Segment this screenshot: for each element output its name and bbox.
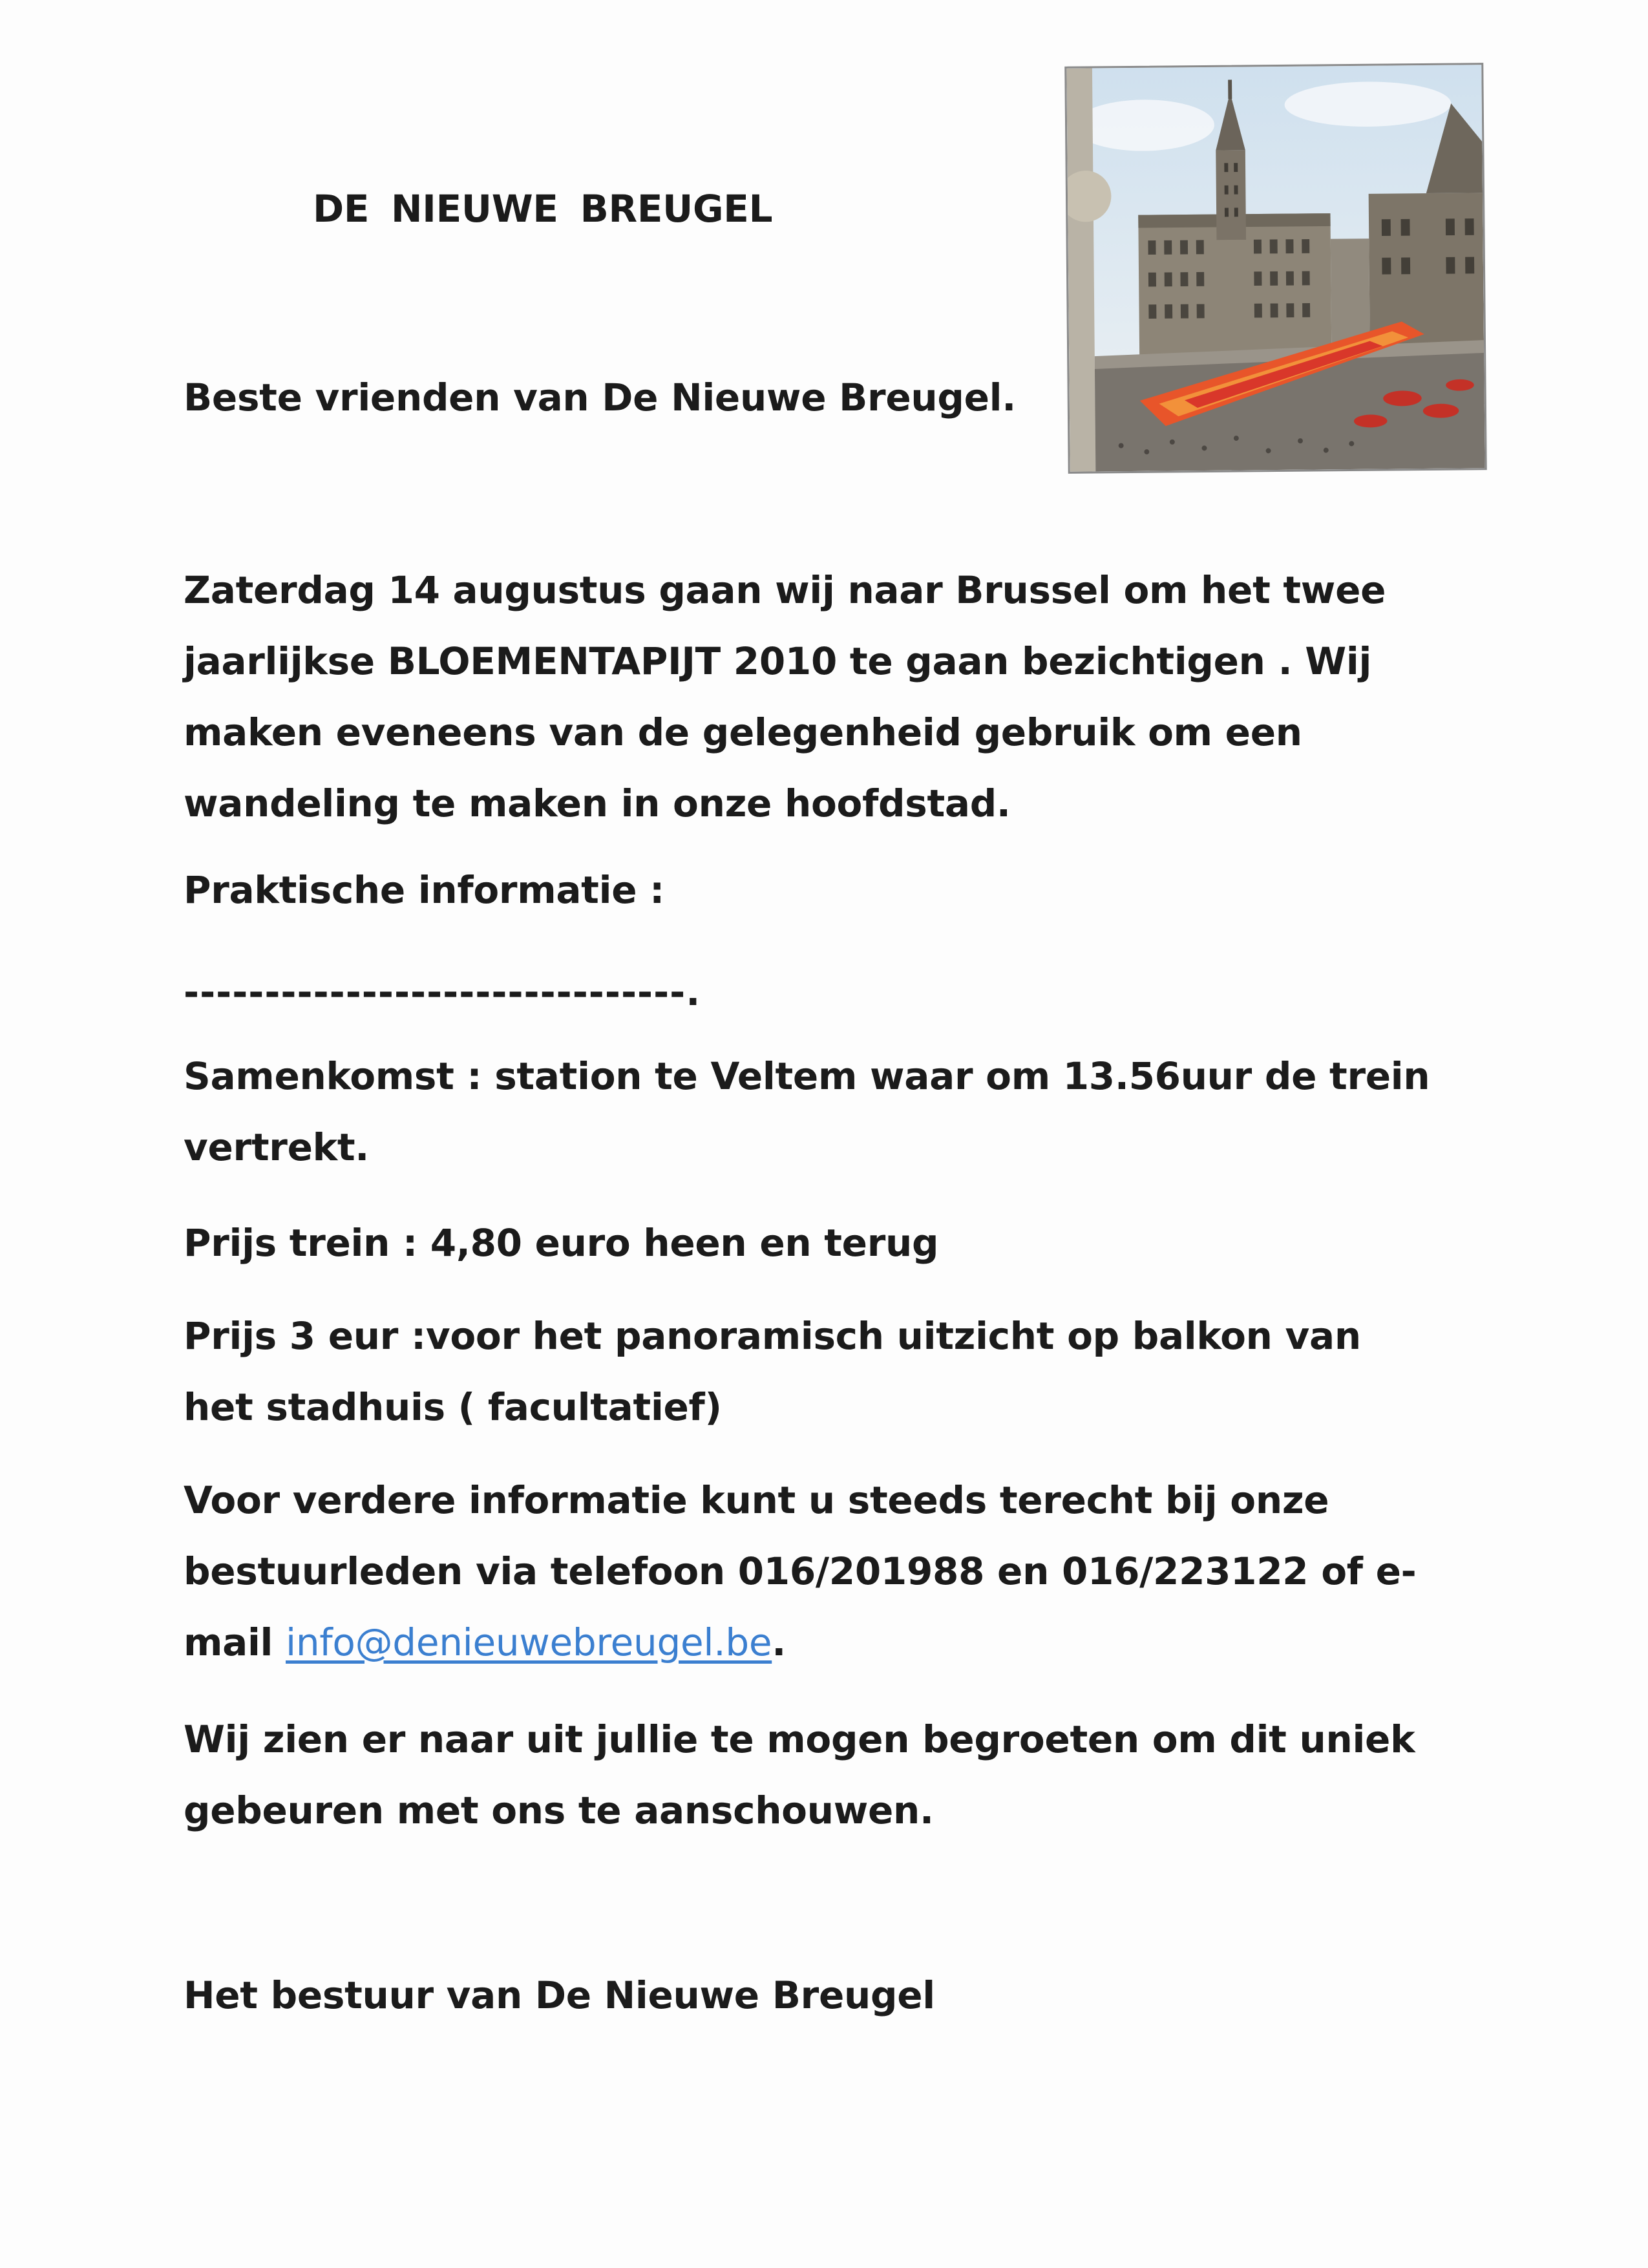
contact-mail-prefix: mail: [184, 1620, 286, 1664]
balcony-price: [184, 1300, 1361, 1443]
grand-place-flower-carpet-photo: [1064, 63, 1486, 474]
contact-line: [184, 1607, 1416, 1678]
dash-separator: -------------------------------.: [184, 970, 701, 1014]
balcony-line: Prijs 3 eur :voor het panoramisch uitzicht op balkon van: [184, 1314, 1361, 1358]
contact-line: Voor verdere informatie kunt u steeds terecht bij onze: [184, 1478, 1329, 1522]
train-price: Prijs trein : 4,80 euro heen en terug: [184, 1221, 939, 1265]
meeting-line: Samenkomst : station te Veltem waar om 13.56uur de trein: [184, 1054, 1430, 1098]
closing-paragraph: [184, 1704, 1415, 1846]
balcony-line: het stadhuis ( facultatief): [184, 1385, 722, 1429]
page-title: DE NIEUWE BREUGEL: [313, 187, 773, 231]
intro-line: maken eveneens van de gelegenheid gebruik om een: [184, 710, 1302, 754]
photo-illustration: [1066, 65, 1484, 472]
greeting: Beste vrienden van De Nieuwe Breugel.: [184, 376, 1016, 419]
meeting-info: [184, 1041, 1430, 1183]
meeting-line: vertrekt.: [184, 1125, 370, 1169]
intro-line: wandeling te maken in onze hoofdstad.: [184, 781, 1011, 825]
closing-line: Wij zien er naar uit jullie te mogen begroeten om dit uniek: [184, 1717, 1415, 1761]
intro-line: jaarlijkse BLOEMENTAPIJT 2010 te gaan bezichtigen . Wij: [184, 639, 1372, 683]
contact-info: [184, 1465, 1416, 1678]
intro-line: Zaterdag 14 augustus gaan wij naar Brussel om het twee: [184, 568, 1386, 612]
intro-paragraph: [184, 555, 1386, 839]
contact-line: bestuurleden via telefoon 016/201988 en 016/223122 of e-: [184, 1549, 1417, 1593]
email-link[interactable]: info@denieuwebreugel.be: [286, 1620, 772, 1664]
closing-line: gebeuren met ons te aanschouwen.: [184, 1788, 934, 1832]
practical-heading: Praktische informatie :: [184, 868, 665, 912]
signature: Het bestuur van De Nieuwe Breugel: [184, 1973, 935, 2017]
contact-mail-suffix: .: [772, 1620, 786, 1664]
